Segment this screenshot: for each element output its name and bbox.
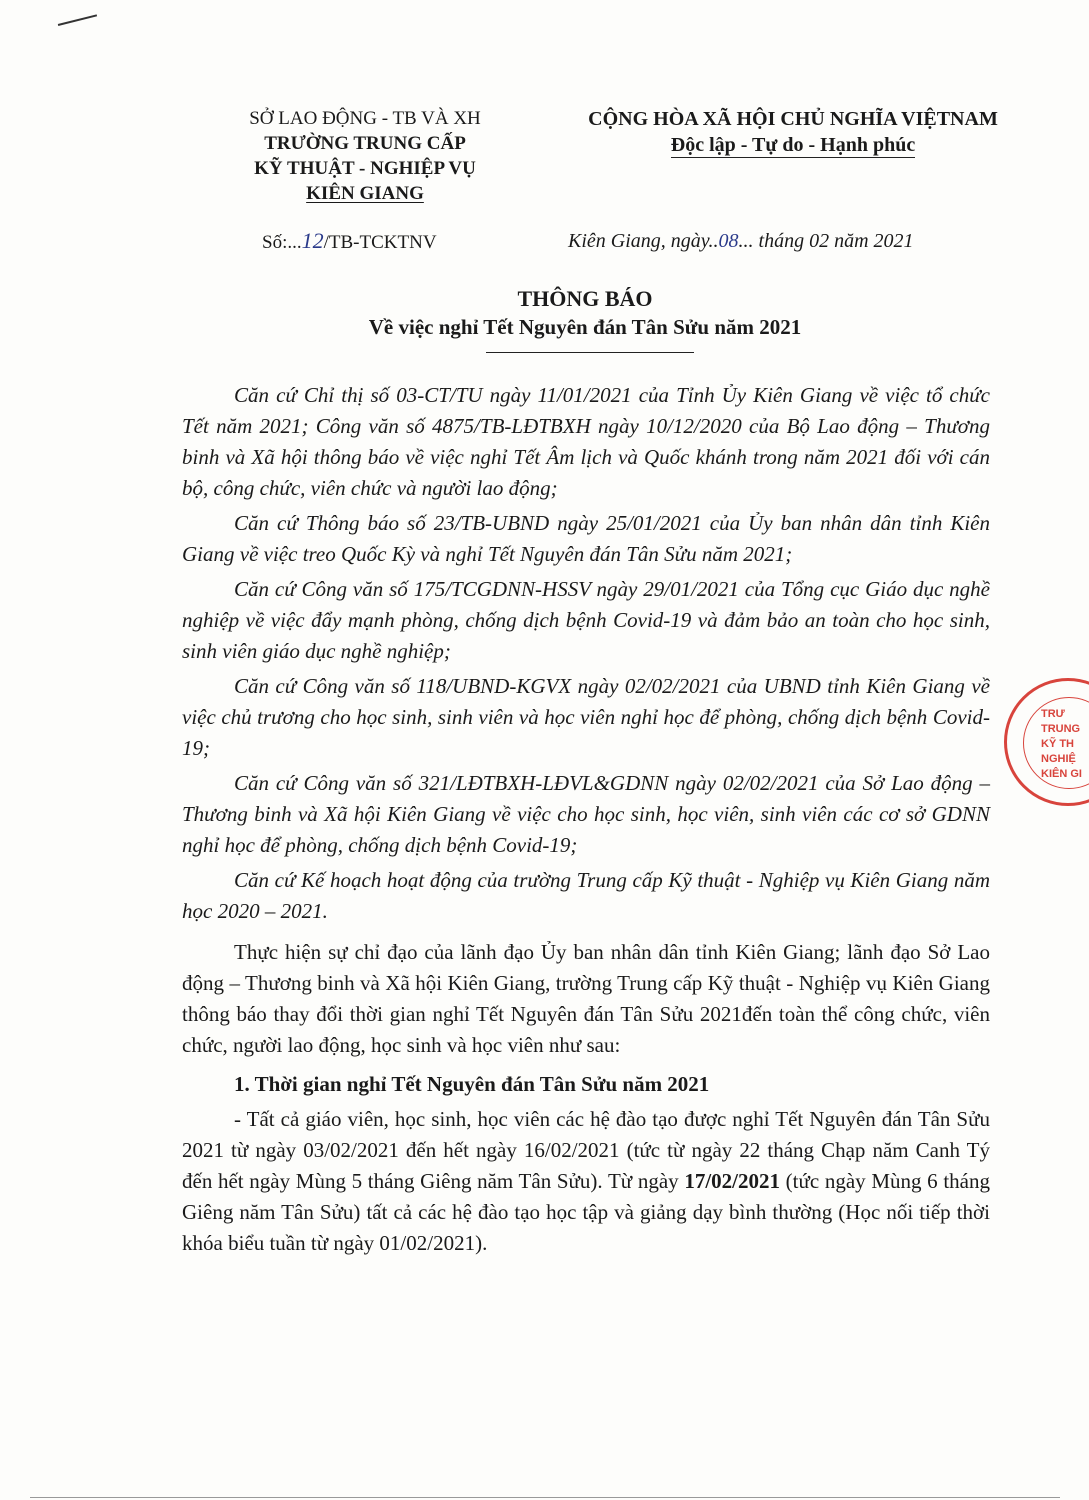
title-subject: Về việc nghỉ Tết Nguyên đán Tân Sửu năm 2021 xyxy=(368,315,802,339)
intro-paragraph: Thực hiện sự chỉ đạo của lãnh đạo Ủy ban nhân dân tỉnh Kiên Giang; lãnh đạo Sở Lao động – Thương binh và Xã hội Kiên Giang, trường Trung cấp Kỹ thuật - Nghiệp vụ Kiên Giang thông báo thay đổi thời gian nghỉ Tết Nguyên đán Tân Sửu 2021đến toàn thể công chức, viên chức, người lao động, học sinh và học viên như sau: xyxy=(182,940,990,1057)
title-underline xyxy=(486,352,694,353)
document-body xyxy=(182,380,990,1263)
pen-mark xyxy=(58,14,97,25)
date-prefix: Kiên Giang, ngày.. xyxy=(568,230,719,252)
agency-parent: SỞ LAO ĐỘNG - TB VÀ XH xyxy=(249,108,481,129)
agency-name-line1: TRƯỜNG TRUNG CẤP xyxy=(264,133,466,154)
legal-basis-4: Căn cứ Công văn số 118/UBND-KGVX ngày 02/02/2021 của UBND tỉnh Kiên Giang về việc chủ trương cho học sinh, sinh viên và học viên nghỉ học để phòng, chống dịch bệnh Covid-19; xyxy=(182,674,990,760)
legal-basis-5: Căn cứ Công văn số 321/LĐTBXH-LĐVL&GDNN ngày 02/02/2021 của Sở Lao động – Thương binh và Xã hội Kiên Giang về việc cho học sinh, học viên, sinh viên các cơ sở GDNN nghỉ học để phòng, chống dịch bệnh Covid-19; xyxy=(182,771,990,857)
docno-suffix: /TB-TCKTNV xyxy=(323,232,437,253)
seal-line-3: KỸ TH xyxy=(1041,738,1074,750)
title-main: THÔNG BÁO xyxy=(517,286,653,311)
official-seal xyxy=(1004,678,1089,806)
seal-text xyxy=(1041,707,1089,782)
national-header xyxy=(548,106,1038,158)
seal-line-2: TRUNG xyxy=(1041,723,1081,735)
legal-basis-6: Căn cứ Kế hoạch hoạt động của trường Trung cấp Kỹ thuật - Nghiệp vụ Kiên Giang năm học 2020 – 2021. xyxy=(182,868,990,923)
legal-basis-1: Căn cứ Chỉ thị số 03-CT/TU ngày 11/01/2021 của Tỉnh Ủy Kiên Giang về việc tổ chức Tết năm 2021; Công văn số 4875/TB-LĐTBXH ngày 10/12/2020 của Bộ Lao động – Thương binh và Xã hội thông báo về việc nghỉ Tết Âm lịch và Quốc khánh trong năm 2021 đối với cán bộ, công chức, viên chức và người lao động; xyxy=(182,383,990,500)
date-line xyxy=(568,230,998,253)
national-title: CỘNG HÒA XÃ HỘI CHỦ NGHĨA VIỆTNAM xyxy=(588,108,998,130)
issuing-agency-header xyxy=(200,106,530,206)
document-number xyxy=(262,228,437,254)
agency-name-line2: KỸ THUẬT - NGHIỆP VỤ xyxy=(254,158,476,179)
docno-prefix: Số:... xyxy=(262,232,302,253)
section-1-text-b: (tức ngày Mùng 6 tháng Giêng năm Tân Sửu) tất cả các hệ đào tạo học tập và giảng dạy bình thường (Học nối tiếp thời khóa biểu tuần từ ngày 01/02/2021). xyxy=(182,1169,990,1255)
docno-number: 12 xyxy=(301,228,324,253)
seal-line-4: NGHIỆ xyxy=(1041,753,1076,765)
section-1-text xyxy=(182,1104,990,1259)
national-motto: Độc lập - Tự do - Hạnh phúc xyxy=(670,134,916,156)
seal-line-5: KIÊN GI xyxy=(1041,768,1082,780)
legal-basis-2: Căn cứ Thông báo số 23/TB-UBND ngày 25/01/2021 của Ủy ban nhân dân tỉnh Kiên Giang về việc treo Quốc Kỳ và nghỉ Tết Nguyên đán Tân Sửu năm 2021; xyxy=(182,511,990,566)
legal-basis-3: Căn cứ Công văn số 175/TCGDNN-HSSV ngày 29/01/2021 của Tổng cục Giáo dục nghề nghiệp về việc đẩy mạnh phòng, chống dịch bệnh Covid-19 và đảm bảo an toàn cho học sinh, sinh viên giáo dục nghề nghiệp; xyxy=(182,577,990,663)
agency-name-line3: KIÊN GIANG xyxy=(306,183,424,204)
seal-line-1: TRƯ xyxy=(1041,708,1065,720)
date-day: 08 xyxy=(718,230,739,252)
scan-edge-line xyxy=(30,1497,1060,1498)
section-1-heading: 1. Thời gian nghỉ Tết Nguyên đán Tân Sửu năm 2021 xyxy=(234,1072,710,1096)
section-1-bold-date: 17/02/2021 xyxy=(684,1169,780,1193)
date-suffix: ... tháng 02 năm 2021 xyxy=(738,230,914,252)
section-1-text-a: - Tất cả giáo viên, học sinh, học viên các hệ đào tạo được nghỉ Tết Nguyên đán Tân Sửu 2021 từ ngày 03/02/2021 đến hết ngày 16/02/2021 (tức từ ngày 22 tháng Chạp năm Canh Tý đến hết ngày Mùng 5 tháng Giêng năm Tân Sửu). Từ ngày xyxy=(182,1107,990,1193)
document-title xyxy=(180,285,990,341)
